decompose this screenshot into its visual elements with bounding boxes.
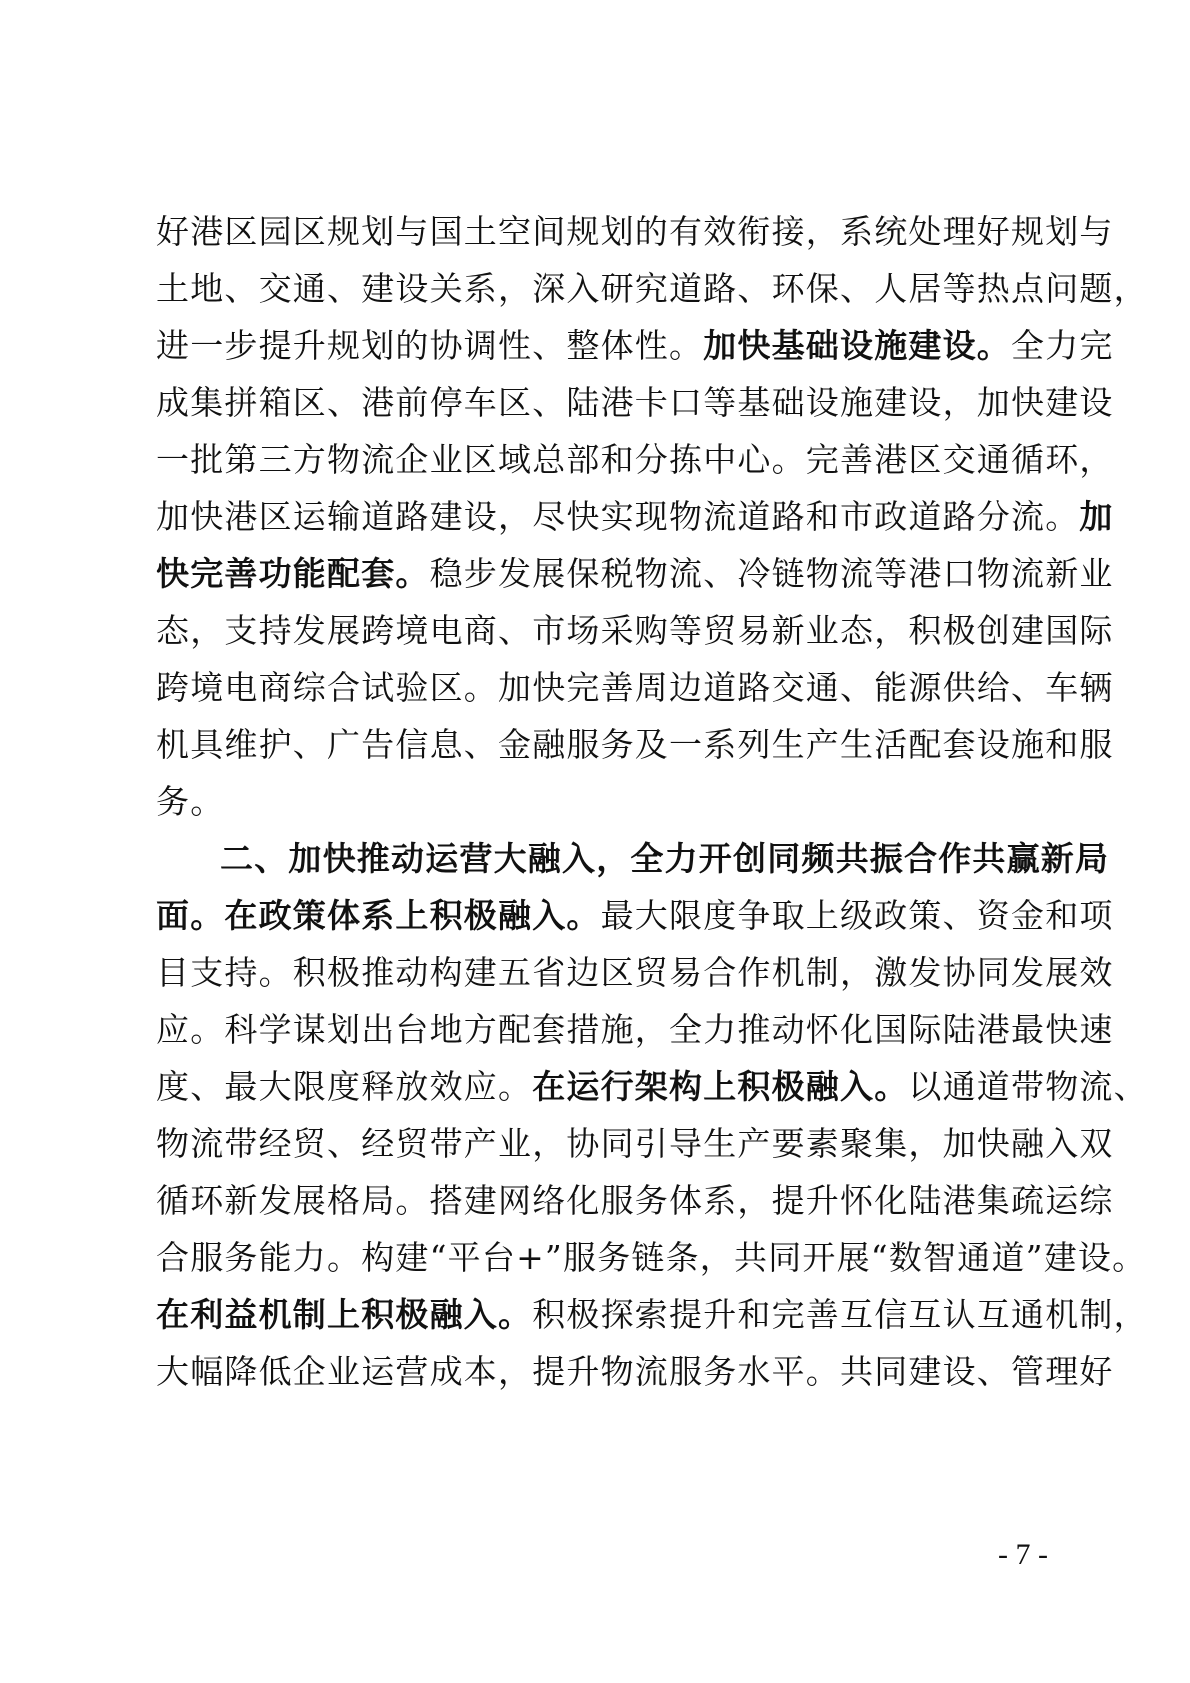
text-segment: 循环新发展格局。搭建网络化服务体系，提升怀化陆港集疏运综: [156, 1181, 1114, 1220]
text-segment: 一批第三方物流企业区域总部和分拣中心。完善港区交通循环，: [156, 440, 1114, 479]
text-segment: 务。: [156, 782, 225, 821]
text-segment: 积极探索提升和完善互信互认互通机制，: [532, 1295, 1148, 1334]
bold-heading: 加快基础设施建设。: [703, 326, 1012, 365]
text-segment: 合服务能力。构建“平台+”服务链条，共同开展“数智通道”建设。: [156, 1238, 1147, 1277]
text-segment: 加快港区运输道路建设，尽快实现物流道路和市政道路分流。: [156, 497, 1080, 536]
text-line: [156, 377, 1114, 429]
text-line: [156, 263, 1148, 315]
section-heading: 二、加快推动运营大融入，全力开创同频共振合作共赢新局: [220, 839, 1110, 878]
text-line: [156, 662, 1114, 714]
text-line: [156, 1061, 1148, 1113]
text-segment: 度、最大限度释放效应。: [156, 1067, 533, 1106]
text-line: [156, 776, 1036, 828]
text-line: [156, 1175, 1114, 1227]
section-heading: 面。: [156, 896, 225, 935]
text-line: [156, 206, 1114, 258]
text-segment: 最大限度争取上级政策、资金和项: [600, 896, 1114, 935]
text-line: [156, 320, 1114, 372]
text-line: [156, 719, 1114, 771]
text-segment: 态，支持发展跨境电商、市场采购等贸易新业态，积极创建国际: [156, 611, 1114, 650]
text-segment: 好港区园区规划与国土空间规划的有效衔接，系统处理好规划与: [156, 212, 1114, 251]
text-segment: 应。科学谋划出台地方配套措施，全力推动怀化国际陆港最快速: [156, 1010, 1114, 1049]
text-line: [156, 491, 1114, 543]
bold-heading: 快完善功能配套。: [156, 554, 430, 593]
text-segment: 全力完: [1011, 326, 1114, 365]
text-line: [156, 1118, 1114, 1170]
section-heading-line: [220, 833, 1110, 885]
text-segment: 进一步提升规划的协调性、整体性。: [156, 326, 704, 365]
bold-heading: 在利益机制上积极融入。: [156, 1295, 533, 1334]
bold-heading: 在运行架构上积极融入。: [532, 1067, 909, 1106]
page-number: - 7 -: [998, 1538, 1048, 1571]
text-line: [156, 1289, 1148, 1341]
bold-heading: 加: [1079, 497, 1114, 536]
text-segment: 物流带经贸、经贸带产业，协同引导生产要素聚集，加快融入双: [156, 1124, 1114, 1163]
text-line: [156, 1346, 1114, 1398]
text-segment: 土地、交通、建设关系，深入研究道路、环保、人居等热点问题，: [156, 269, 1148, 308]
text-line: [156, 548, 1114, 600]
text-segment: 成集拼箱区、港前停车区、陆港卡口等基础设施建设，加快建设: [156, 383, 1114, 422]
text-line: [156, 434, 1114, 486]
text-segment: 稳步发展保税物流、冷链物流等港口物流新业: [429, 554, 1114, 593]
text-line: [156, 947, 1114, 999]
text-segment: 机具维护、广告信息、金融服务及一系列生产生活配套设施和服: [156, 725, 1114, 764]
bold-heading: 在政策体系上积极融入。: [224, 896, 601, 935]
text-line: [156, 1232, 1147, 1284]
text-segment: 跨境电商综合试验区。加快完善周边道路交通、能源供给、车辆: [156, 668, 1114, 707]
text-line: [156, 890, 1114, 942]
text-line: [156, 605, 1114, 657]
text-line: [156, 1004, 1114, 1056]
text-segment: 大幅降低企业运营成本，提升物流服务水平。共同建设、管理好: [156, 1352, 1114, 1391]
text-segment: 目支持。积极推动构建五省边区贸易合作机制，激发协同发展效: [156, 953, 1114, 992]
text-segment: 以通道带物流、: [908, 1067, 1148, 1106]
